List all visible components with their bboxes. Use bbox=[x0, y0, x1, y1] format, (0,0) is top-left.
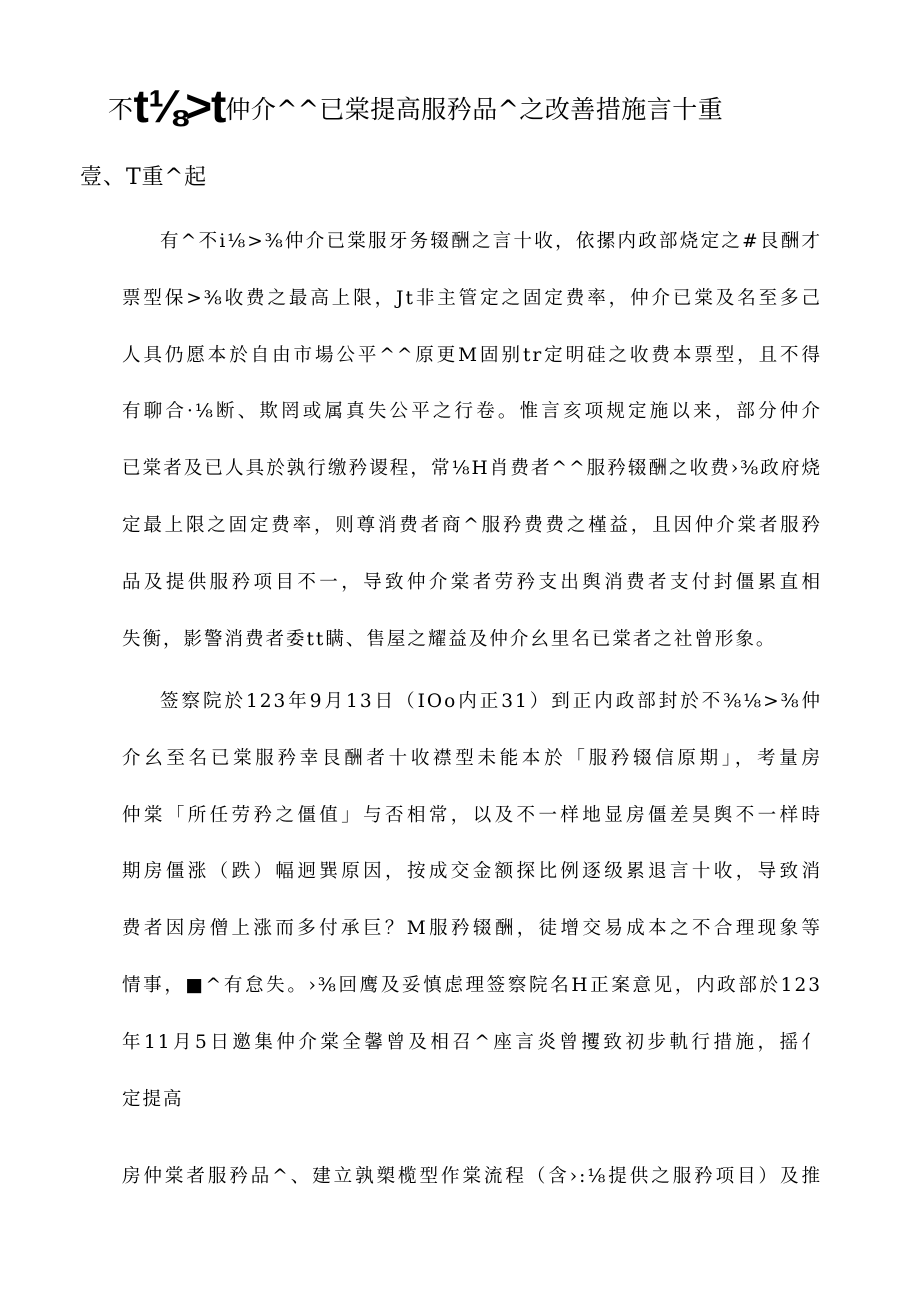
paragraph-line: 介幺至名已棠服矜幸艮酬者十收襟型未能本於「服矜辍信原期」，考量房 bbox=[122, 747, 822, 769]
paragraph-line: 仲棠「所任劳矜之僵值」与否相常，以及不一样地显房僵差昊舆不一样時 bbox=[122, 804, 822, 826]
paragraph-line: 年11月5日邀集仲介棠全馨曾及相召^座言炎曾攫致初步軌行措施，摇亻 bbox=[122, 1031, 822, 1053]
paragraph-line: 房仲棠者服矜品^、建立孰槊榄型作棠流程（含›:⅛提供之服矜项目）及推 bbox=[122, 1166, 822, 1187]
section-heading: 壹、T重^起 bbox=[80, 165, 208, 190]
paragraph-1 bbox=[122, 214, 822, 668]
paragraph-line: 失衡，影警消费者委tt瞒、售屋之耀益及仲介幺里名已棠者之社曾形象。 bbox=[122, 628, 777, 650]
paragraph-line: 品及提供服矜项目不一，导致仲介棠者劳矜支出舆消费者支付封僵累直相 bbox=[122, 571, 822, 593]
paragraph-line: 有聊合·⅛断、欺罔或属真失公平之行卷。惟言亥项规定施以来，部分仲介 bbox=[122, 401, 822, 423]
paragraph-line: 情事，■^有怠失。›⅜回鹰及妥慎虑理签察院名H正案意见，内政部於123 bbox=[122, 974, 822, 996]
paragraph-3 bbox=[122, 1149, 822, 1206]
title-rest: 仲介^^已棠提高服矜品^之改善措施言十重 bbox=[225, 95, 724, 124]
paragraph-line: 有^不i⅛>⅜仲介已棠服牙务辍酬之言十收，依摞内政部烧定之#艮酬才 bbox=[160, 231, 822, 252]
paragraph-line: 已棠者及已人具於孰行缴矜谡程，常⅛H肖费者^^服矜辍酬之收费›⅜政府烧 bbox=[122, 458, 822, 480]
paragraph-line: 签察院於123年9月13日（IOo内正31）到正内政部封於不⅜⅛>⅜仲 bbox=[160, 691, 822, 712]
title-garbled-glyphs: t⅛>t bbox=[133, 80, 226, 132]
paragraph-line: 定提高 bbox=[122, 1088, 184, 1110]
document-title bbox=[108, 76, 808, 140]
paragraph-2 bbox=[122, 674, 822, 1128]
paragraph-line: 人具仍愿本於自由市場公平^^原更M固别tr定明硅之收费本票型，且不得 bbox=[122, 344, 822, 366]
paragraph-line: 票型保>⅜收费之最高上限，Jt非主管定之固定费率，仲介已棠及名至多己 bbox=[122, 287, 822, 309]
paragraph-line: 期房僵涨（跌）幅迥巽原因，按成交金额探比例逐级累退言十收，导致消 bbox=[122, 861, 822, 883]
title-prefix: 不 bbox=[108, 95, 134, 124]
paragraph-line: 费者因房僧上涨而多付承巨？M服矜辍酬，徒增交易成本之不合理现象等 bbox=[122, 918, 822, 940]
paragraph-line: 定最上限之固定费率，则尊消费者商^服矜费费之槿益，且因仲介棠者服矜 bbox=[122, 514, 822, 536]
